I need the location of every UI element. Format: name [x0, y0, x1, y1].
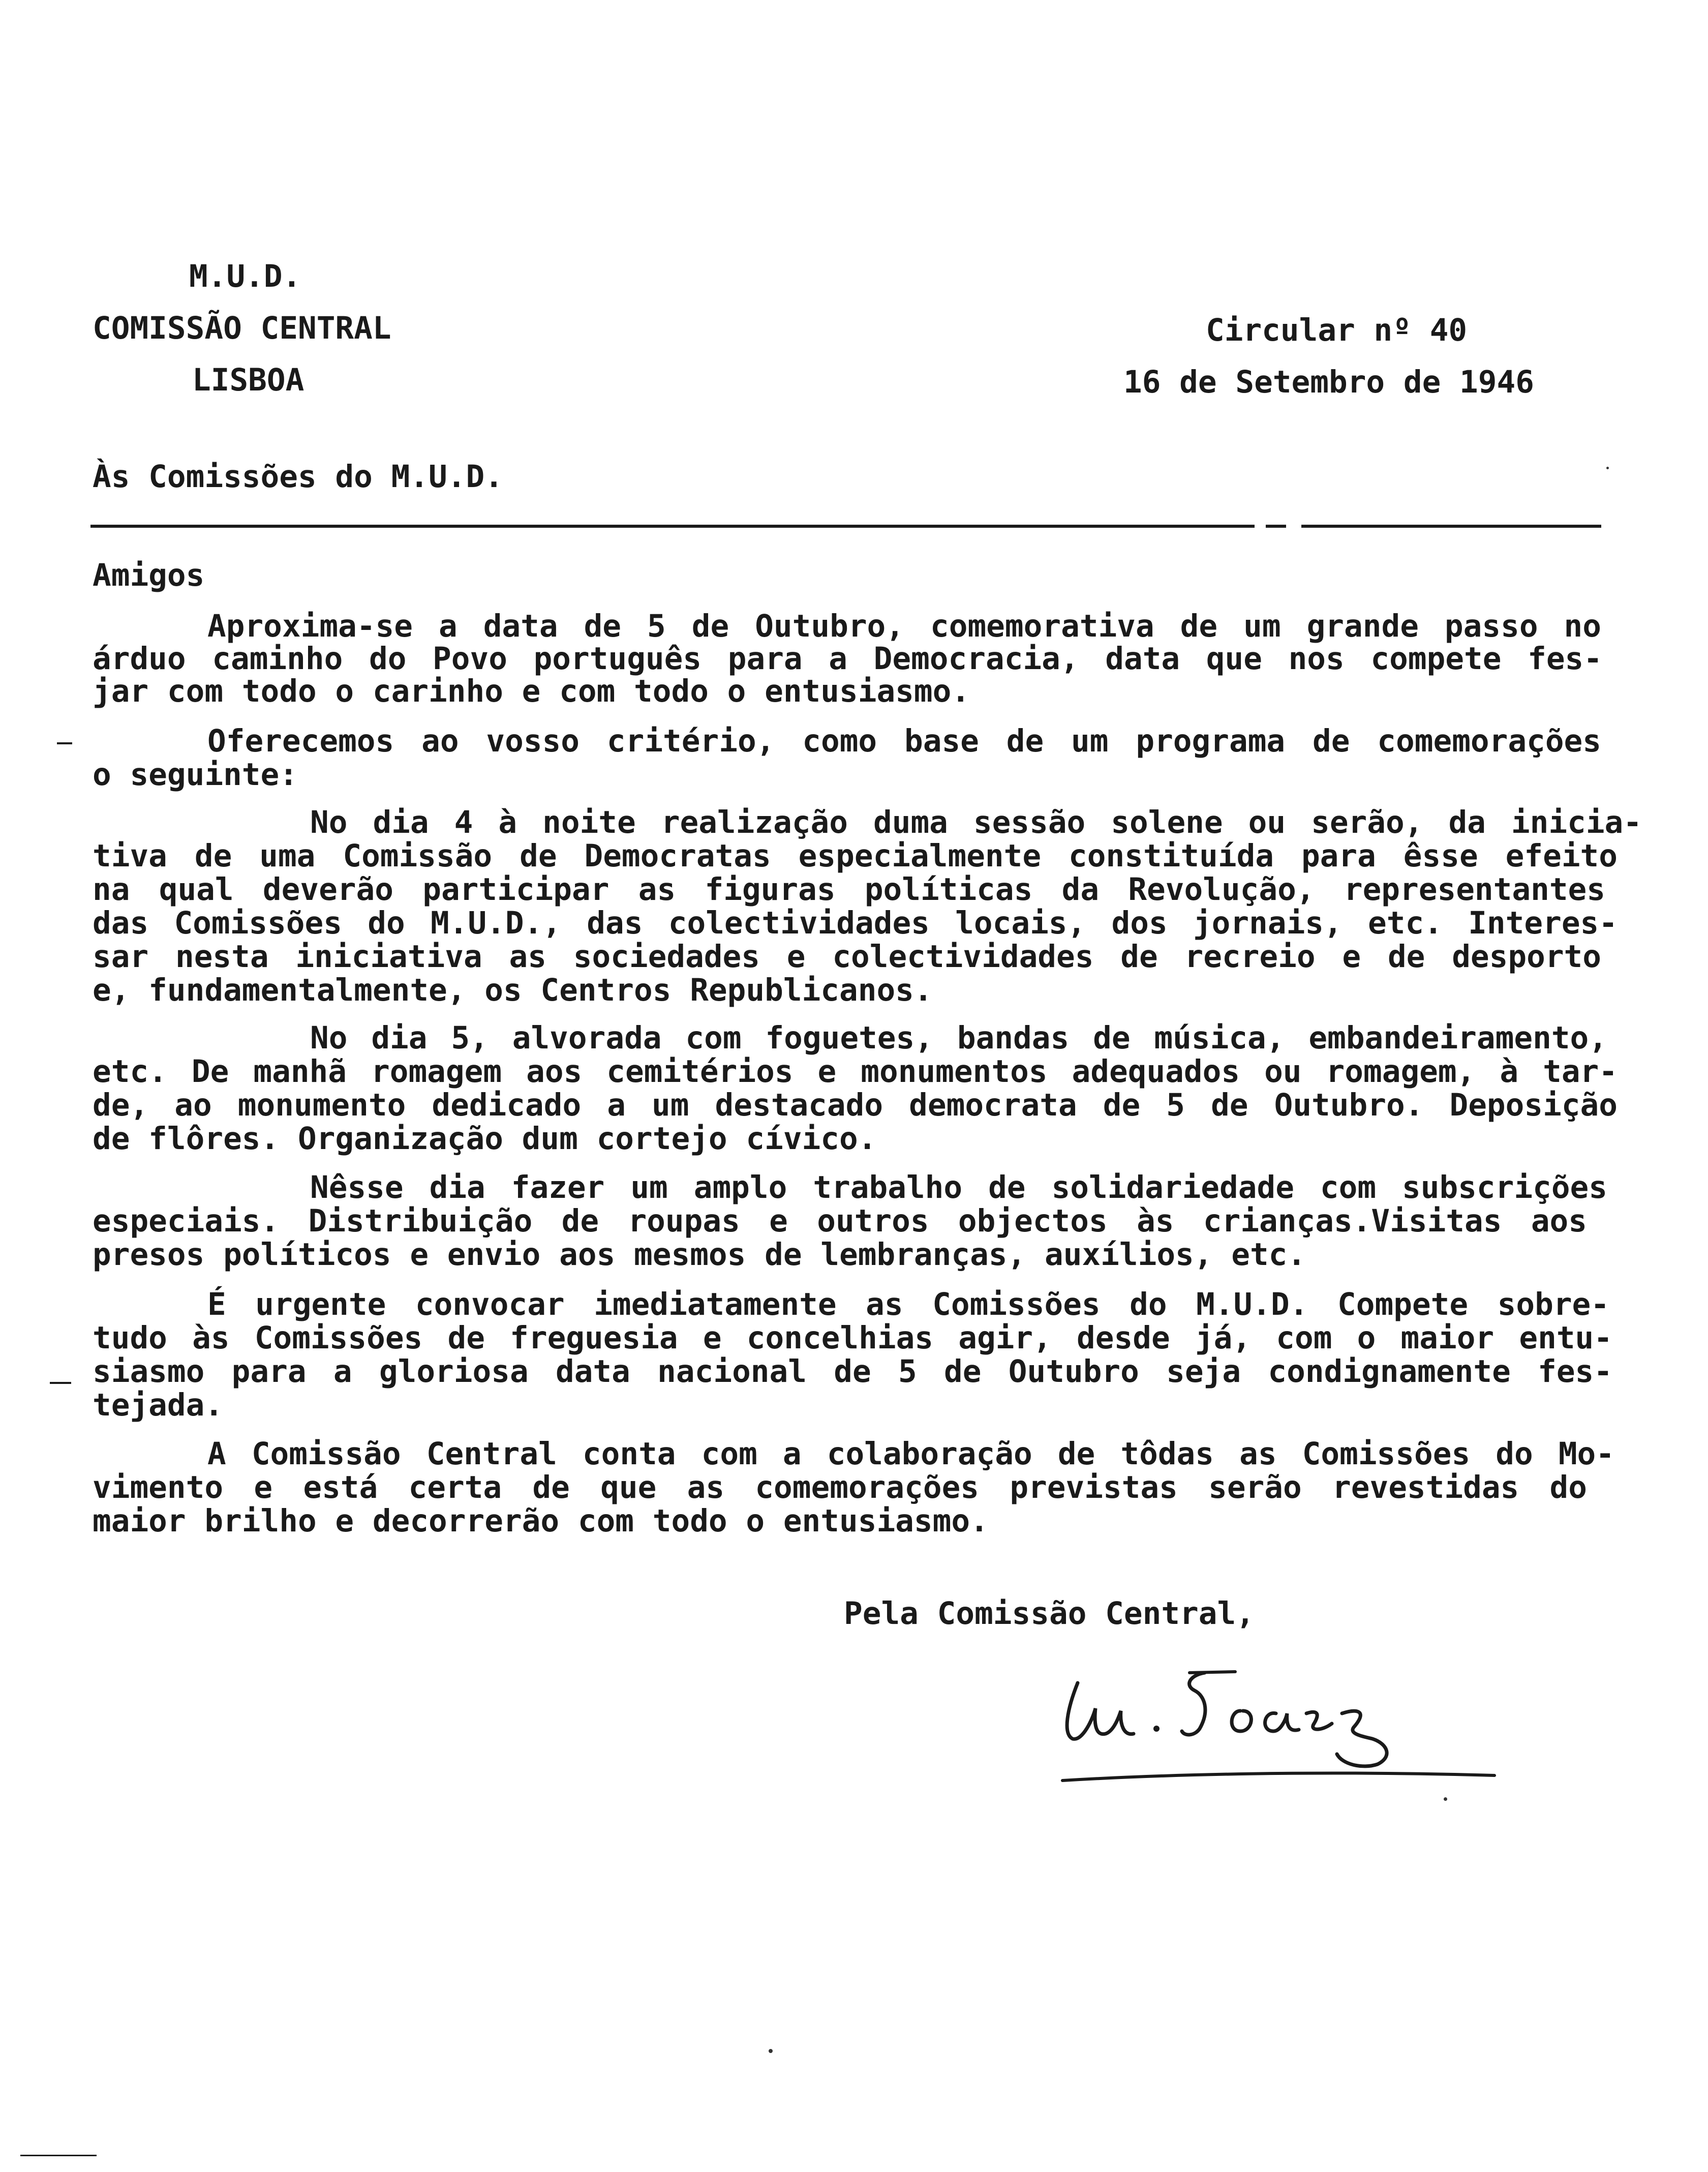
paragraph-6-line: tejada. [93, 1387, 224, 1423]
paragraph-5-line: Nêsse dia fazer um amplo trabalho de solidariedade com subscrições [310, 1169, 1607, 1205]
paragraph-7-line: A Comissão Central conta com a colaboração de tôdas as Comissões do Mo- [207, 1436, 1614, 1472]
paragraph-1-line: Aproxima-se a data de 5 de Outubro, comemorativa de um grande passo no [207, 608, 1601, 644]
paragraph-3-line: sar nesta iniciativa as sociedades e colectividades de recreio e de desporto [93, 939, 1601, 975]
org-acronym: M.U.D. [189, 258, 301, 294]
paragraph-6-line: siasmo para a gloriosa data nacional de 5 de Outubro seja condignamente fes- [93, 1353, 1612, 1390]
divider-rule-end [1301, 525, 1601, 528]
org-city: LISBOA [192, 362, 304, 398]
closing-line: Pela Comissão Central, [844, 1595, 1255, 1632]
paragraph-3-line: e, fundamentalmente, os Centros Republicanos. [93, 972, 933, 1008]
paragraph-6-line: tudo às Comissões de freguesia e concelhias agir, desde já, com o maior entu- [93, 1320, 1612, 1356]
divider-rule [90, 525, 1255, 528]
letter-date: 16 de Setembro de 1946 [1123, 364, 1534, 400]
paragraph-7-line: vimento e está certa de que as comemorações previstas serão revestidas do [93, 1469, 1587, 1505]
margin-mark [57, 742, 72, 744]
paragraph-1-line: árduo caminho do Povo português para a Democracia, data que nos compete fes- [93, 641, 1602, 677]
paragraph-7-line: maior brilho e decorrerão com todo o entusiasmo. [93, 1503, 989, 1539]
paragraph-3-line: na qual deverão participar as figuras políticas da Revolução, representantes [93, 871, 1605, 908]
paragraph-4-line: No dia 5, alvorada com foguetes, bandas de música, embandeiramento, [310, 1020, 1607, 1056]
paragraph-3-line: No dia 4 à noite realização duma sessão solene ou serão, da inicia- [310, 804, 1642, 840]
greeting: Amigos [93, 557, 205, 593]
paragraph-2-line: o seguinte: [93, 757, 298, 793]
scan-speck [1444, 1797, 1447, 1801]
paragraph-2-line: Oferecemos ao vosso critério, como base de um programa de comemorações [207, 723, 1601, 759]
paragraph-6-line: É urgente convocar imediatamente as Comissões do M.U.D. Compete sobre- [207, 1286, 1609, 1322]
paragraph-3-line: das Comissões do M.U.D., das colectividades locais, dos jornais, etc. Interes- [93, 905, 1618, 941]
scan-speck [1606, 467, 1609, 469]
paragraph-4-line: etc. De manhã romagem aos cemitérios e monumentos adequados ou romagem, à tar- [93, 1053, 1618, 1090]
org-commission: COMISSÃO CENTRAL [93, 310, 391, 346]
paragraph-4-line: de flôres. Organização dum cortejo cívico. [93, 1121, 877, 1157]
divider-rule-segment [1266, 525, 1286, 528]
addressee: Às Comissões do M.U.D. [93, 459, 503, 495]
margin-mark [50, 1382, 71, 1384]
margin-mark [20, 2155, 97, 2156]
scan-speck [769, 2049, 773, 2053]
paragraph-5-line: especiais. Distribuição de roupas e outros objectos às crianças.Visitas aos [93, 1203, 1587, 1239]
circular-number: Circular nº 40 [1206, 312, 1468, 348]
paragraph-3-line: tiva de uma Comissão de Democratas especialmente constituída para êsse efeito [93, 838, 1618, 874]
handwritten-signature [1037, 1663, 1505, 1795]
paragraph-4-line: de, ao monumento dedicado a um destacado democrata de 5 de Outubro. Deposição [93, 1087, 1618, 1123]
paragraph-5-line: presos políticos e envio aos mesmos de lembranças, auxílios, etc. [93, 1236, 1306, 1273]
paragraph-1-line: jar com todo o carinho e com todo o entusiasmo. [93, 673, 970, 709]
